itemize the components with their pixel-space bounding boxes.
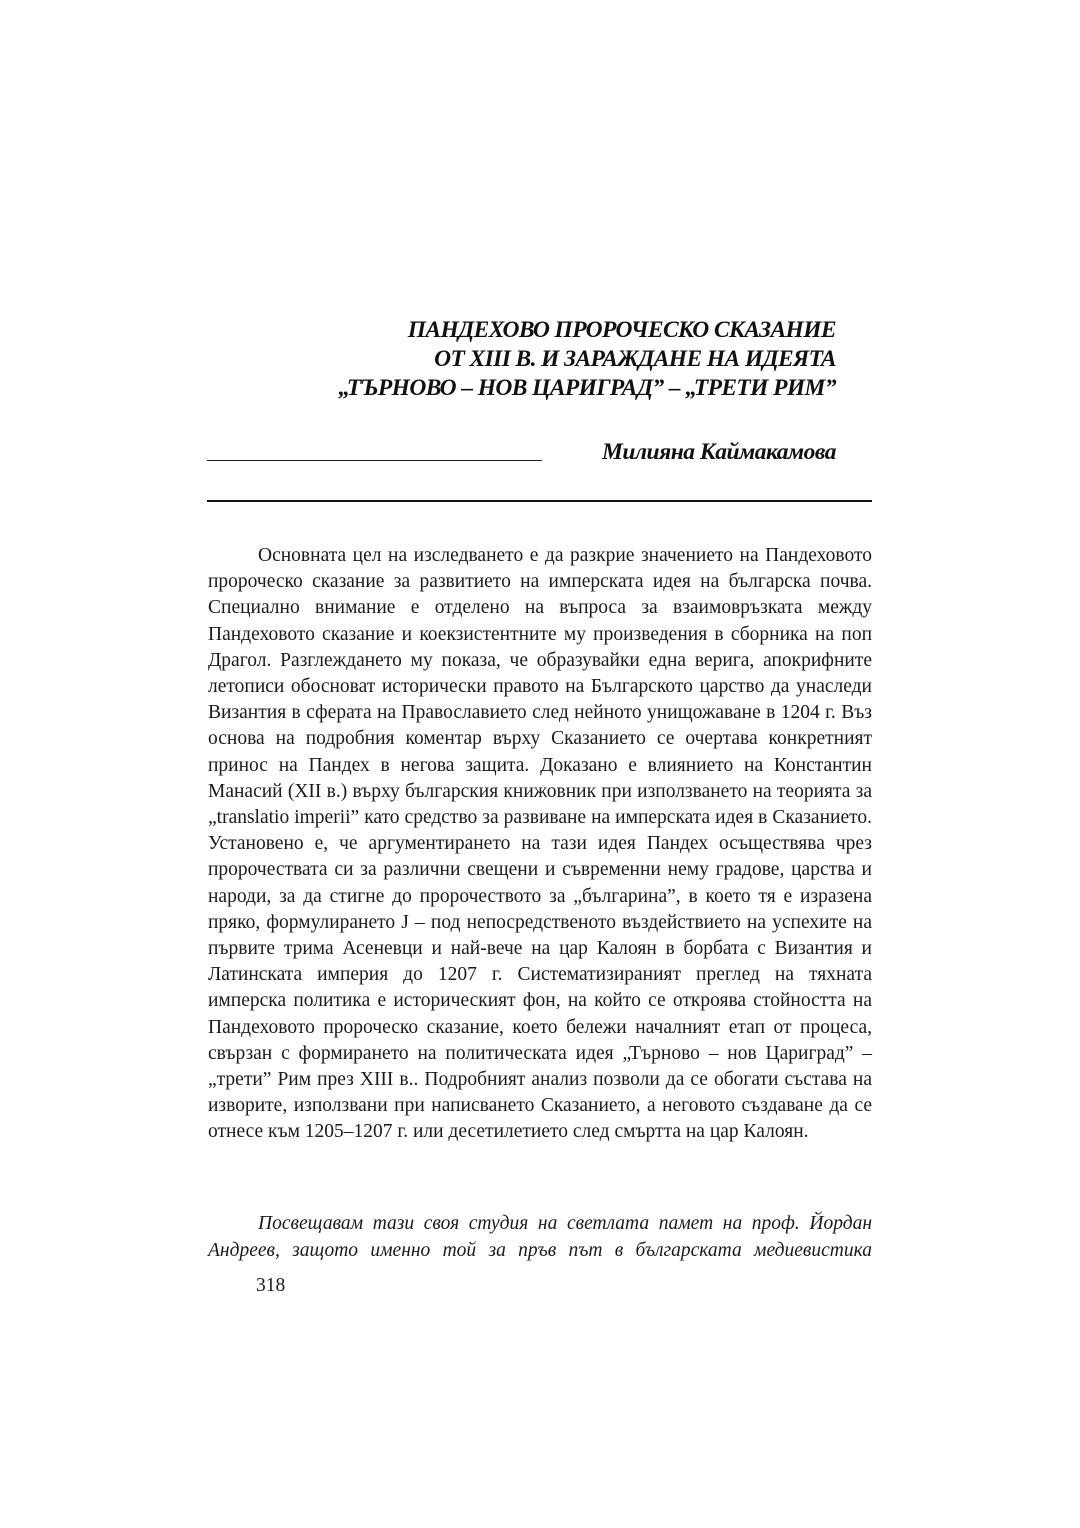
author-name: Милияна Каймакамова bbox=[602, 439, 836, 465]
article-title bbox=[150, 316, 836, 403]
dedication-paragraph: Посвещавам тази своя студия на светлата памет на проф. Йордан Андреев, защото именно той за пръв път в българската медиевистика bbox=[208, 1213, 872, 1261]
abstract-paragraph: Основната цел на изследването е да разкрие значението на Пандеховото пророческо сказание за развитието на имперската идея на българска почва. Специално внимание е отделено на въпроса за взаимовръзката между Пандеховото сказание и коекзистентните му произведения в сборника на поп Драгол. Разглеждането му показа, че образувайки една верига, апокрифните летописи обосноват исторически правото на Българското царство да унаследи Византия в сферата на Православието след нейното унищожаване в 1204 г. Въз основа на подробния коментар върху Сказанието се очертава конкретният принос на Пандех в негова защита. Доказано е влиянието на Константин Манасий (XII в.) върху българския книжовник при използването на теорията за „translatio imperii” като средство за развиване на имперската идея в Сказанието. Установено е, че аргументирането на тази идея Пандех осъществява чрез пророчествата си за различни свещени и съвременни нему градове, царства и народи, за да стигне до пророчеството за „българина”, в което тя е изразена пряко, формулирането J – под непосредственото въздействието на успехите на първите трима Асеневци и най-вече на цар Калоян в борбата с Византия и Латинската империя до 1207 г. Систематизираният преглед на тяхната имперска политика е историческият фон, на който се откроява стойността на Пандеховото пророческо сказание, което бележи началният етап от процеса, свързан с формирането на политическата идея „Търново – нов Цариград” – „трети” Рим през XIII в.. Подробният анализ позволи да се обогати състава на изворите, използвани при написването Сказанието, а неговото създаване да се отнесе към 1205–1207 г. или десетилетието след смъртта на цар Калоян. bbox=[208, 545, 872, 1143]
header-rule-divider bbox=[207, 500, 872, 502]
title-line-2: ОТ XIII В. И ЗАРАЖДАНЕ НА ИДЕЯТА bbox=[434, 346, 836, 372]
author-rule-divider bbox=[207, 460, 542, 461]
title-line-3: „ТЪРНОВО – НОВ ЦАРИГРАД” – „ТРЕТИ РИМ” bbox=[338, 375, 836, 401]
title-line-1: ПАНДЕХОВО ПРОРОЧЕСКО СКАЗАНИЕ bbox=[407, 317, 836, 343]
page-number: 318 bbox=[256, 1275, 286, 1296]
